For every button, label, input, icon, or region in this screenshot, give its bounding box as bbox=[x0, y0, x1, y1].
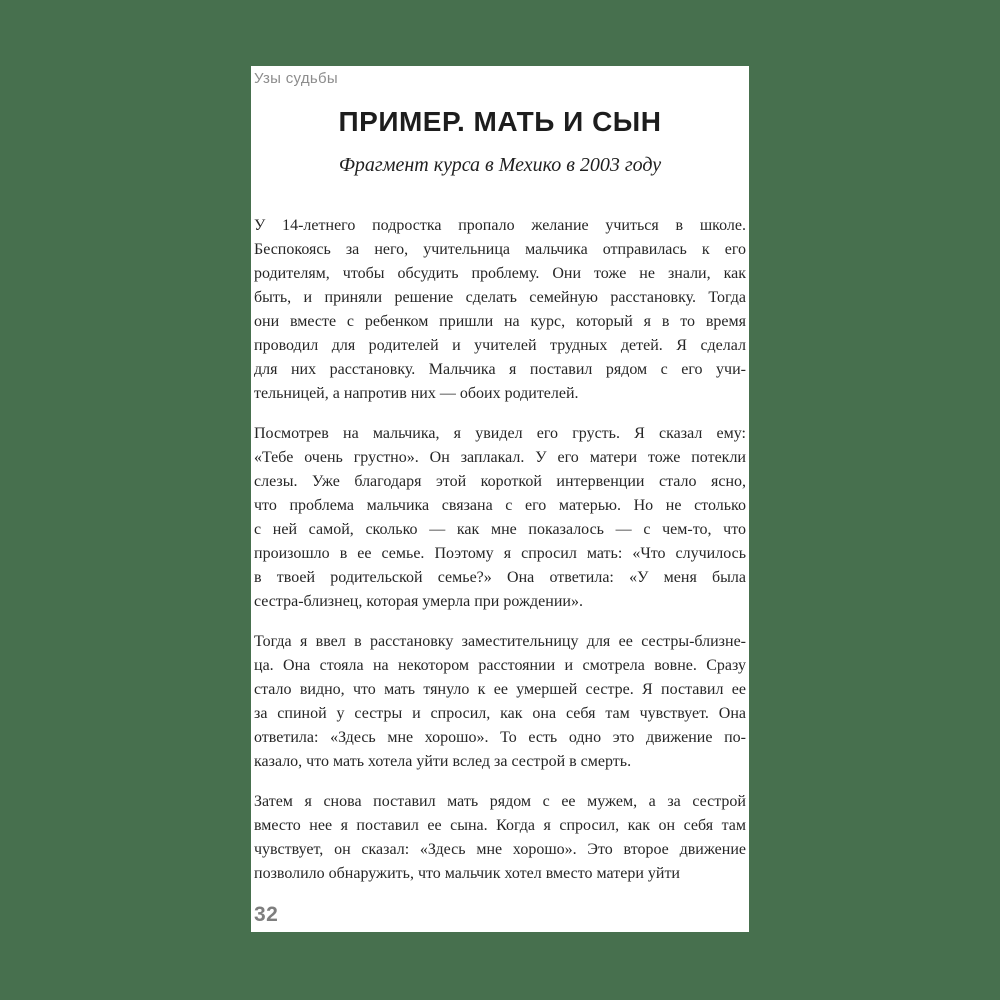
paragraph bbox=[254, 214, 746, 406]
body-text bbox=[254, 214, 746, 886]
text-line: сестра-близнец, которая умерла при рождении». bbox=[254, 593, 583, 610]
text-line: что проблема мальчика связана с его матерью. Но не столько bbox=[254, 497, 746, 514]
text-line: с ней самой, сколько — как мне показалось — с чем-то, что bbox=[254, 521, 746, 538]
paragraph bbox=[254, 630, 746, 774]
text-line: быть, и приняли решение сделать семейную расстановку. Тогда bbox=[254, 289, 746, 306]
paragraph bbox=[254, 422, 746, 614]
text-line: Посмотрев на мальчика, я увидел его грусть. Я сказал ему: bbox=[254, 425, 746, 442]
text-line: родителям, чтобы обсудить проблему. Они тоже не знали, как bbox=[254, 265, 746, 282]
text-line: Беспокоясь за него, учительница мальчика отправилась к его bbox=[254, 241, 746, 258]
text-line: У 14-летнего подростка пропало желание учиться в школе. bbox=[254, 217, 746, 234]
text-line: вместо нее я поставил ее сына. Когда я спросил, как он себя там bbox=[254, 817, 746, 834]
running-head: Узы судьбы bbox=[254, 70, 338, 87]
book-page bbox=[251, 66, 749, 932]
text-line: ответила: «Здесь мне хорошо». То есть одно это движение по- bbox=[254, 729, 746, 746]
text-line: «Тебе очень грустно». Он заплакал. У его матери тоже потекли bbox=[254, 449, 746, 466]
text-line: чувствует, он сказал: «Здесь мне хорошо». Это второе движение bbox=[254, 841, 746, 858]
text-line: Затем я снова поставил мать рядом с ее мужем, а за сестрой bbox=[254, 793, 746, 810]
text-line: они вместе с ребенком пришли на курс, который я в то время bbox=[254, 313, 746, 330]
text-line: позволило обнаружить, что мальчик хотел вместо матери уйти bbox=[254, 865, 680, 882]
text-line: стало видно, что мать тянуло к ее умершей сестре. Я поставил ее bbox=[254, 681, 746, 698]
text-line: слезы. Уже благодаря этой короткой интервенции стало ясно, bbox=[254, 473, 746, 490]
text-line: для них расстановку. Мальчика я поставил рядом с его учи- bbox=[254, 361, 746, 378]
paragraph bbox=[254, 790, 746, 886]
chapter-subtitle: Фрагмент курса в Мехико в 2003 году bbox=[338, 154, 662, 176]
chapter-title: ПРИМЕР. МАТЬ И СЫН bbox=[338, 106, 662, 137]
text-line: за спиной у сестры и спросил, как она себя там чувствует. Она bbox=[254, 705, 746, 722]
text-line: Тогда я ввел в расстановку заместительницу для ее сестры-близне- bbox=[254, 633, 746, 650]
text-line: казало, что мать хотела уйти вслед за сестрой в смерть. bbox=[254, 753, 632, 770]
text-line: в твоей родительской семье?» Она ответила: «У меня была bbox=[254, 569, 746, 586]
text-line: тельницей, а напротив них — обоих родителей. bbox=[254, 385, 579, 402]
page-number: 32 bbox=[254, 903, 279, 926]
text-line: ца. Она стояла на некотором расстоянии и смотрела вовне. Сразу bbox=[254, 657, 746, 674]
text-line: произошло в ее семье. Поэтому я спросил мать: «Что случилось bbox=[254, 545, 746, 562]
text-line: проводил для родителей и учителей трудных детей. Я сделал bbox=[254, 337, 746, 354]
